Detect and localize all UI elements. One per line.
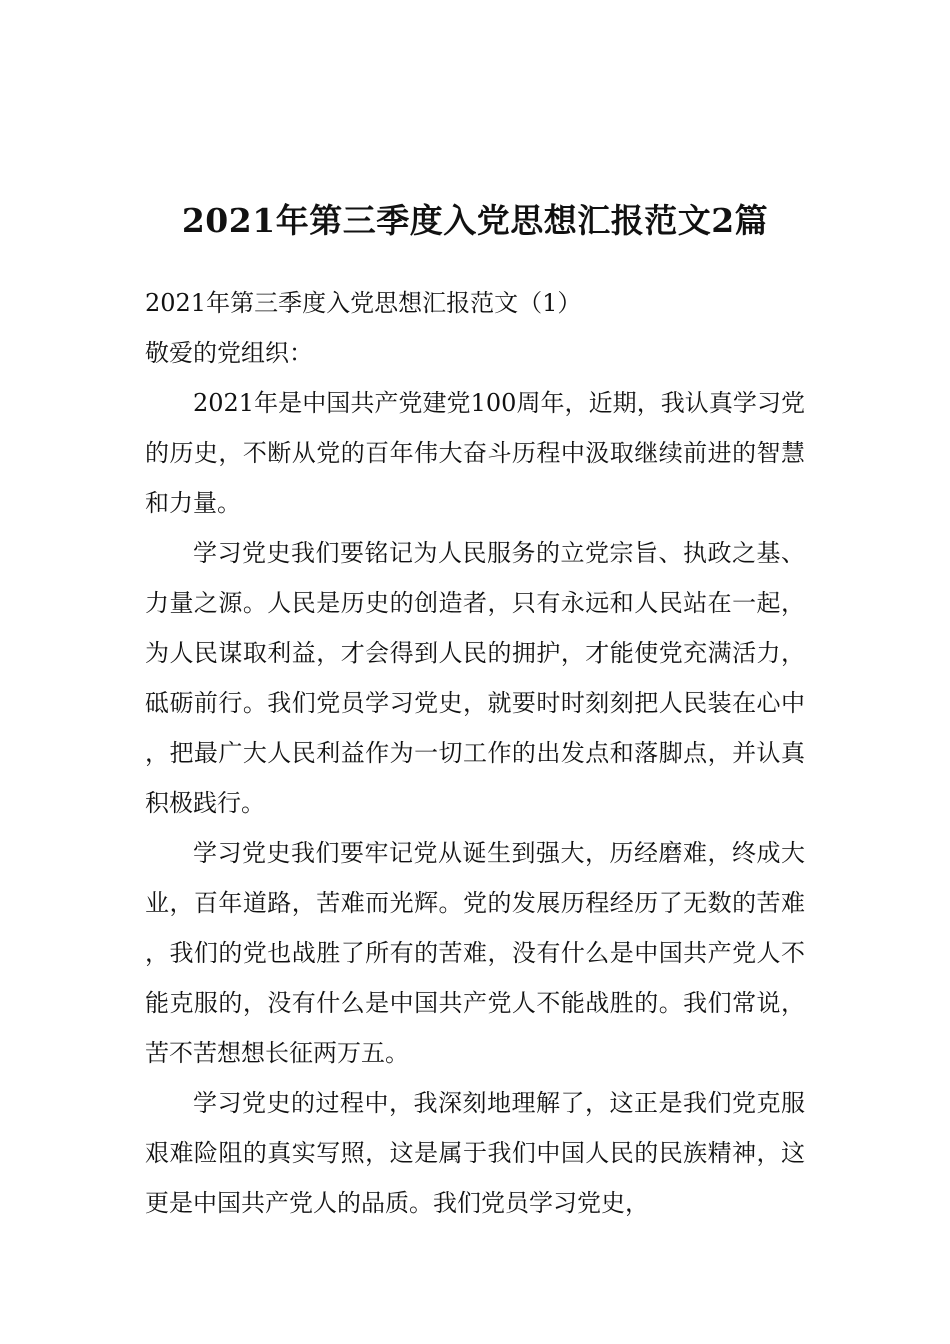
document-title: 2021年第三季度入党思想汇报范文2篇	[181, 201, 769, 241]
salutation: 敬爱的党组织：	[145, 339, 313, 367]
section-heading: 2021年第三季度入党思想汇报范文（1）	[145, 289, 582, 317]
body-paragraph: 学习党史我们要铭记为人民服务的立党宗旨、执政之基、力量之源。人民是历史的创造者，只有永远和人民站在一起，为人民谋取利益，才会得到人民的拥护，才能使党充满活力，砥砺前行。我们党员学习党史，就要时时刻刻把人民装在心中，把最广大人民利益作为一切工作的出发点和落脚点，并认真积极践行。	[145, 539, 805, 817]
document-body	[145, 278, 805, 1228]
body-paragraph: 学习党史的过程中，我深刻地理解了，这正是我们党克服艰难险阻的真实写照，这是属于我们中国人民的民族精神，这更是中国共产党人的品质。我们党员学习党史，	[145, 1089, 805, 1217]
body-paragraph: 2021年是中国共产党建党100周年，近期，我认真学习党的历史，不断从党的百年伟大奋斗历程中汲取继续前进的智慧和力量。	[145, 389, 805, 517]
body-paragraph: 学习党史我们要牢记党从诞生到强大，历经磨难，终成大业，百年道路，苦难而光辉。党的发展历程经历了无数的苦难，我们的党也战胜了所有的苦难，没有什么是中国共产党人不能克服的，没有什么是中国共产党人不能战胜的。我们常说，苦不苦想想长征两万五。	[145, 839, 805, 1067]
